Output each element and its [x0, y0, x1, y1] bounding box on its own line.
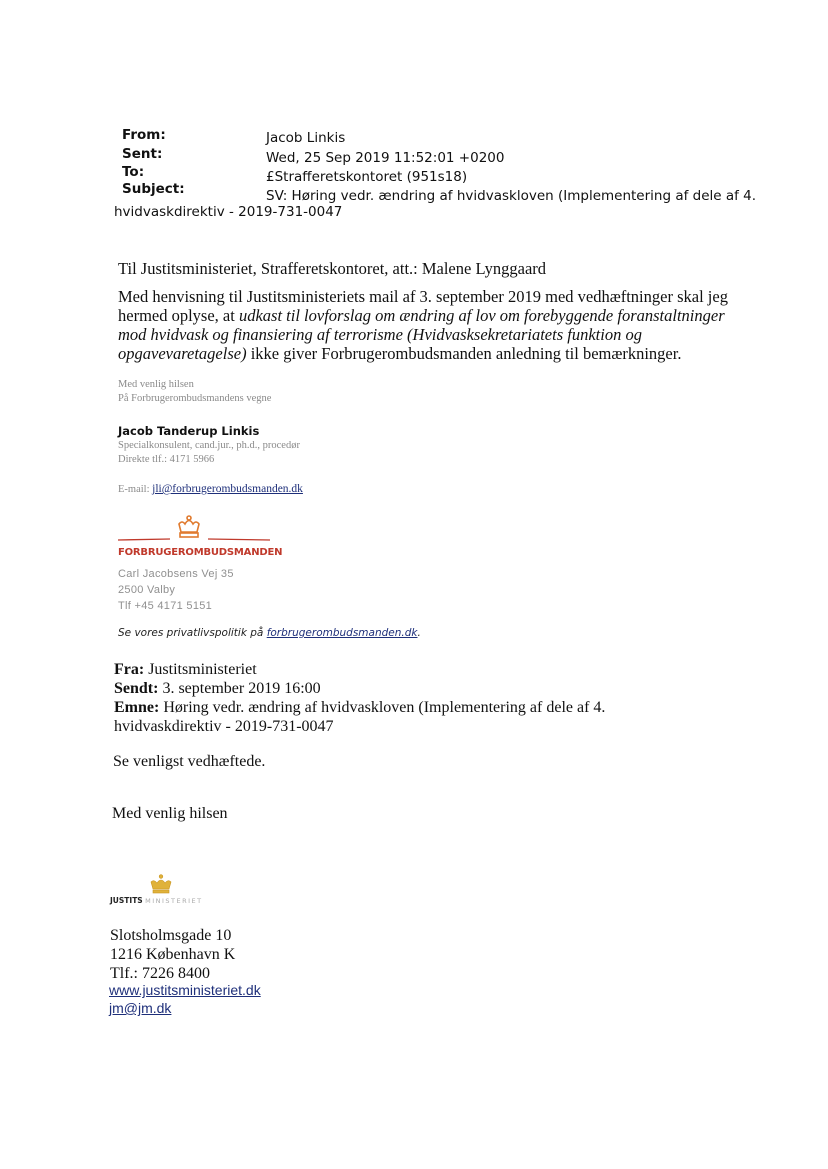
para-line-2: hermed oplyse, at udkast til lovforslag om ændring af lov om forebyggende foranstaltninger: [118, 306, 725, 325]
signature-phone: Direkte tlf.: 4171 5966: [118, 454, 215, 465]
fwd-body: Se venligst vedhæftede.: [113, 753, 266, 770]
privacy-line: Se vores privatlivspolitik på forbrugerombudsmanden.dk.: [118, 627, 421, 639]
fwd-subject: Emne: Høring vedr. ændring af hvidvaskloven (Implementering af dele af 4.: [114, 699, 606, 716]
forwarded-header: [114, 660, 734, 736]
jm-city: 1216 København K: [110, 946, 236, 963]
justitsministeriet-logo: [110, 874, 230, 908]
subject-label: Subject:: [122, 181, 185, 197]
greeting: Til Justitsministeriet, Strafferetskontoret, att.: Malene Lynggaard: [118, 259, 547, 278]
fwd-from: Fra: Justitsministeriet: [114, 661, 257, 678]
jm-street: Slotsholmsgade 10: [110, 927, 232, 944]
fwd-closing: Med venlig hilsen: [112, 805, 228, 822]
signature-email-line: E-mail: jli@forbrugerombudsmanden.dk: [118, 483, 303, 495]
signature-closing: Med venlig hilsen På Forbrugerombudsmandens vegne: [118, 379, 272, 404]
para-line-4: opgavevaretagelse) ikke giver Forbrugerombudsmanden anledning til bemærkninger.: [118, 344, 682, 363]
org-phone: Tlf +45 4171 5151: [118, 600, 213, 612]
forbrugerombudsmanden-logo: [118, 512, 283, 564]
from-value: Jacob Linkis: [266, 130, 346, 146]
signature-details: [118, 439, 300, 467]
signature-email-link[interactable]: jli@forbrugerombudsmanden.dk: [152, 483, 303, 495]
signature-name: Jacob Tanderup Linkis: [118, 424, 260, 438]
to-value: £Strafferetskontoret (951s18): [266, 169, 468, 185]
fwd-sent: Sendt: 3. september 2019 16:00: [114, 680, 321, 697]
on-behalf: På Forbrugerombudsmandens vegne: [118, 393, 272, 404]
subject-value: SV: Høring vedr. ændring af hvidvaskloven (Implementering af dele af 4.: [266, 188, 757, 204]
jm-email-link[interactable]: jm@jm.dk: [109, 1000, 172, 1016]
sent-label: Sent:: [122, 146, 163, 162]
privacy-link[interactable]: forbrugerombudsmanden.dk: [266, 627, 418, 639]
para-line-3: mod hvidvask og finansiering af terrorisme (Hvidvasksekretariatets funktion og: [118, 325, 642, 344]
from-label: From:: [122, 127, 166, 143]
subject-continuation: hvidvaskdirektiv - 2019-731-0047: [114, 204, 343, 220]
jm-wordmark: JUSTITS MINISTERIET: [110, 896, 203, 905]
signature-title: Specialkonsulent, cand.jur., ph.d., procedør: [118, 440, 300, 451]
para-line-1: Med henvisning til Justitsministeriets mail af 3. september 2019 med vedhæftninger skal jeg: [118, 287, 728, 306]
org-address: Carl Jacobsens Vej 35 2500 Valby Tlf +45 4171 5151: [118, 568, 234, 612]
draft-bill-title: udkast til lovforslag om ændring af lov om forebyggende foranstaltninger: [238, 306, 725, 325]
sent-value: Wed, 25 Sep 2019 11:52:01 +0200: [266, 150, 505, 166]
jm-address: [110, 926, 235, 983]
to-label: To:: [122, 164, 145, 180]
org-name: FORBRUGEROMBUDSMANDEN: [118, 547, 283, 558]
crown-icon: [148, 874, 174, 894]
fwd-subject-cont: hvidvaskdirektiv - 2019-731-0047: [114, 718, 334, 735]
jm-website-link[interactable]: www.justitsministeriet.dk: [109, 982, 261, 998]
jm-phone: Tlf.: 7226 8400: [110, 965, 210, 982]
body-paragraph: [118, 287, 728, 363]
